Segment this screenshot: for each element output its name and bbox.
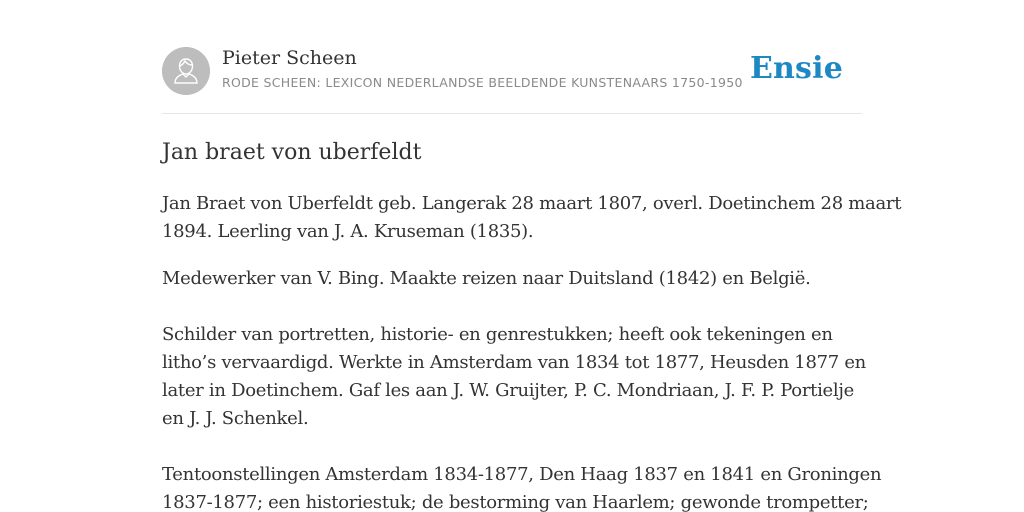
paragraph-line: 1894. Leerling van J. A. Kruseman (1835). <box>162 221 534 242</box>
header-divider <box>162 113 862 114</box>
paragraph <box>162 461 882 512</box>
paragraph <box>162 190 902 246</box>
ensie-logo[interactable]: Ensie <box>749 51 843 86</box>
paragraph-line: en J. J. Schenkel. <box>162 408 309 429</box>
paragraph <box>162 265 864 293</box>
article-body <box>162 190 902 512</box>
paragraph-line: 1837-1877; een historiestuk; de bestorming van Haarlem; gewonde trompetter; <box>162 492 869 512</box>
article-title: Jan braet von uberfeldt <box>162 140 422 165</box>
source-name[interactable]: RODE SCHEEN: LEXICON NEDERLANDSE BEELDENDE KUNSTENAARS 1750-1950 <box>222 75 743 90</box>
paragraph-line: later in Doetinchem. Gaf les aan J. W. Gruijter, P. C. Mondriaan, J. F. P. Portielje <box>162 380 854 401</box>
user-avatar-icon[interactable] <box>162 47 210 95</box>
article-header <box>162 46 862 98</box>
paragraph-line: litho’s vervaardigd. Werkte in Amsterdam van 1834 tot 1877, Heusden 1877 en <box>162 352 866 373</box>
paragraph-line: Tentoonstellingen Amsterdam 1834-1877, Den Haag 1837 en 1841 en Groningen <box>162 464 882 485</box>
paragraph <box>162 321 864 433</box>
paragraph-line: Schilder van portretten, historie- en genrestukken; heeft ook tekeningen en <box>162 324 833 345</box>
author-name[interactable]: Pieter Scheen <box>222 47 357 69</box>
paragraph-line: Jan Braet von Uberfeldt geb. Langerak 28 maart 1807, overl. Doetinchem 28 maart <box>162 193 902 214</box>
paragraph-line: Medewerker van V. Bing. Maakte reizen naar Duitsland (1842) en België. <box>162 268 811 289</box>
